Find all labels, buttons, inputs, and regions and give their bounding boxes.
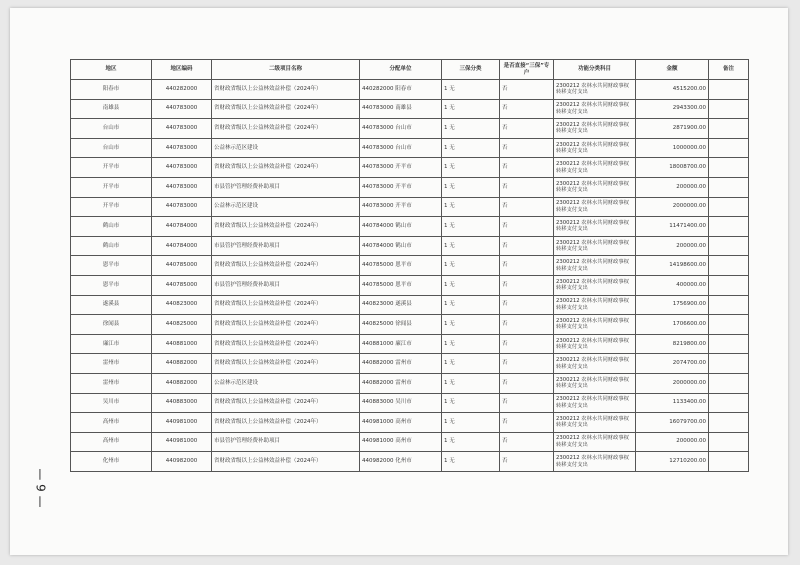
cell-amount: 200000.00 bbox=[636, 432, 709, 452]
cell-unit: 440823000 遂溪县 bbox=[360, 295, 442, 315]
table-row bbox=[71, 432, 749, 452]
cell-project: 市县管护管理经费补助项目 bbox=[212, 275, 360, 295]
cell-region: 雷州市 bbox=[71, 373, 152, 393]
cell-region: 鹤山市 bbox=[71, 217, 152, 237]
cell-category: 1 无 bbox=[442, 393, 500, 413]
cell-project: 省财政省级以上公益林效益补偿（2024年） bbox=[212, 393, 360, 413]
cell-category: 1 无 bbox=[442, 119, 500, 139]
cell-unit: 440825000 徐闻县 bbox=[360, 315, 442, 335]
cell-unit: 440783000 南雄县 bbox=[360, 99, 442, 119]
table-row bbox=[71, 354, 749, 374]
cell-unit: 440282000 阳春市 bbox=[360, 80, 442, 100]
cell-note bbox=[709, 197, 749, 217]
cell-region: 开平市 bbox=[71, 158, 152, 178]
cell-direct: 否 bbox=[500, 158, 554, 178]
cell-function: 2300212 农林水共同财政事权转移支付支出 bbox=[554, 354, 636, 374]
table-row bbox=[71, 197, 749, 217]
cell-category: 1 无 bbox=[442, 354, 500, 374]
cell-region: 高州市 bbox=[71, 413, 152, 433]
table-row bbox=[71, 452, 749, 472]
cell-category: 1 无 bbox=[442, 452, 500, 472]
cell-note bbox=[709, 80, 749, 100]
cell-region: 鹤山市 bbox=[71, 236, 152, 256]
cell-direct: 否 bbox=[500, 80, 554, 100]
cell-project: 省财政省级以上公益林效益补偿（2024年） bbox=[212, 354, 360, 374]
header-unit: 分配单位 bbox=[360, 60, 442, 80]
cell-unit: 440783000 台山市 bbox=[360, 138, 442, 158]
cell-note bbox=[709, 158, 749, 178]
cell-amount: 4515200.00 bbox=[636, 80, 709, 100]
cell-code: 440981000 bbox=[152, 413, 212, 433]
cell-note bbox=[709, 393, 749, 413]
cell-project: 省财政省级以上公益林效益补偿（2024年） bbox=[212, 217, 360, 237]
table-row bbox=[71, 138, 749, 158]
cell-amount: 400000.00 bbox=[636, 275, 709, 295]
cell-unit: 440981000 高州市 bbox=[360, 413, 442, 433]
cell-function: 2300212 农林水共同财政事权转移支付支出 bbox=[554, 373, 636, 393]
cell-category: 1 无 bbox=[442, 315, 500, 335]
cell-function: 2300212 农林水共同财政事权转移支付支出 bbox=[554, 334, 636, 354]
cell-project: 省财政省级以上公益林效益补偿（2024年） bbox=[212, 334, 360, 354]
cell-direct: 否 bbox=[500, 177, 554, 197]
cell-code: 440784000 bbox=[152, 217, 212, 237]
cell-project: 省财政省级以上公益林效益补偿（2024年） bbox=[212, 119, 360, 139]
cell-unit: 440783000 开平市 bbox=[360, 177, 442, 197]
cell-direct: 否 bbox=[500, 119, 554, 139]
cell-function: 2300212 农林水共同财政事权转移支付支出 bbox=[554, 177, 636, 197]
cell-amount: 2000000.00 bbox=[636, 373, 709, 393]
cell-amount: 12710200.00 bbox=[636, 452, 709, 472]
table-row bbox=[71, 99, 749, 119]
header-category: 三保分类 bbox=[442, 60, 500, 80]
cell-code: 440783000 bbox=[152, 158, 212, 178]
cell-code: 440785000 bbox=[152, 275, 212, 295]
cell-direct: 否 bbox=[500, 413, 554, 433]
cell-function: 2300212 农林水共同财政事权转移支付支出 bbox=[554, 197, 636, 217]
table-row bbox=[71, 315, 749, 335]
cell-project: 省财政省级以上公益林效益补偿（2024年） bbox=[212, 80, 360, 100]
cell-region: 开平市 bbox=[71, 177, 152, 197]
header-note: 备注 bbox=[709, 60, 749, 80]
cell-project: 省财政省级以上公益林效益补偿（2024年） bbox=[212, 256, 360, 276]
cell-direct: 否 bbox=[500, 295, 554, 315]
cell-amount: 8219800.00 bbox=[636, 334, 709, 354]
table-row bbox=[71, 256, 749, 276]
cell-function: 2300212 农林水共同财政事权转移支付支出 bbox=[554, 432, 636, 452]
cell-amount: 1000000.00 bbox=[636, 138, 709, 158]
cell-note bbox=[709, 452, 749, 472]
cell-project: 市县管护管理经费补助项目 bbox=[212, 236, 360, 256]
cell-direct: 否 bbox=[500, 373, 554, 393]
cell-function: 2300212 农林水共同财政事权转移支付支出 bbox=[554, 138, 636, 158]
cell-direct: 否 bbox=[500, 452, 554, 472]
cell-code: 440783000 bbox=[152, 138, 212, 158]
cell-function: 2300212 农林水共同财政事权转移支付支出 bbox=[554, 295, 636, 315]
cell-function: 2300212 农林水共同财政事权转移支付支出 bbox=[554, 452, 636, 472]
cell-project: 市县管护管理经费补助项目 bbox=[212, 432, 360, 452]
cell-category: 1 无 bbox=[442, 236, 500, 256]
table-header-row bbox=[71, 60, 749, 80]
cell-direct: 否 bbox=[500, 275, 554, 295]
cell-amount: 200000.00 bbox=[636, 236, 709, 256]
table-row bbox=[71, 217, 749, 237]
cell-category: 1 无 bbox=[442, 275, 500, 295]
cell-region: 徐闻县 bbox=[71, 315, 152, 335]
cell-code: 440783000 bbox=[152, 177, 212, 197]
cell-note bbox=[709, 295, 749, 315]
cell-code: 440825000 bbox=[152, 315, 212, 335]
cell-category: 1 无 bbox=[442, 138, 500, 158]
cell-note bbox=[709, 99, 749, 119]
header-direct: 是否直接“三保”专户 bbox=[500, 60, 554, 80]
cell-region: 台山市 bbox=[71, 138, 152, 158]
allocation-table bbox=[70, 59, 749, 472]
cell-amount: 2871900.00 bbox=[636, 119, 709, 139]
cell-unit: 440882000 雷州市 bbox=[360, 354, 442, 374]
table-row bbox=[71, 80, 749, 100]
cell-amount: 1706600.00 bbox=[636, 315, 709, 335]
cell-function: 2300212 农林水共同财政事权转移支付支出 bbox=[554, 217, 636, 237]
cell-code: 440982000 bbox=[152, 452, 212, 472]
cell-amount: 2943300.00 bbox=[636, 99, 709, 119]
cell-function: 2300212 农林水共同财政事权转移支付支出 bbox=[554, 80, 636, 100]
cell-direct: 否 bbox=[500, 393, 554, 413]
cell-amount: 16079700.00 bbox=[636, 413, 709, 433]
cell-region: 台山市 bbox=[71, 119, 152, 139]
cell-unit: 440783000 台山市 bbox=[360, 119, 442, 139]
header-code: 地区编码 bbox=[152, 60, 212, 80]
cell-category: 1 无 bbox=[442, 432, 500, 452]
cell-project: 省财政省级以上公益林效益补偿（2024年） bbox=[212, 452, 360, 472]
cell-category: 1 无 bbox=[442, 197, 500, 217]
cell-region: 高州市 bbox=[71, 432, 152, 452]
cell-unit: 440785000 恩平市 bbox=[360, 275, 442, 295]
cell-function: 2300212 农林水共同财政事权转移支付支出 bbox=[554, 236, 636, 256]
cell-region: 遂溪县 bbox=[71, 295, 152, 315]
cell-note bbox=[709, 354, 749, 374]
cell-project: 省财政省级以上公益林效益补偿（2024年） bbox=[212, 315, 360, 335]
cell-note bbox=[709, 275, 749, 295]
cell-unit: 440785000 恩平市 bbox=[360, 256, 442, 276]
cell-function: 2300212 农林水共同财政事权转移支付支出 bbox=[554, 158, 636, 178]
cell-region: 化州市 bbox=[71, 452, 152, 472]
table-row bbox=[71, 119, 749, 139]
cell-unit: 440882000 雷州市 bbox=[360, 373, 442, 393]
cell-note bbox=[709, 119, 749, 139]
cell-amount: 18008700.00 bbox=[636, 158, 709, 178]
cell-amount: 1756900.00 bbox=[636, 295, 709, 315]
cell-region: 阳春市 bbox=[71, 80, 152, 100]
cell-function: 2300212 农林水共同财政事权转移支付支出 bbox=[554, 393, 636, 413]
cell-category: 1 无 bbox=[442, 413, 500, 433]
cell-direct: 否 bbox=[500, 197, 554, 217]
cell-note bbox=[709, 236, 749, 256]
cell-note bbox=[709, 413, 749, 433]
cell-category: 1 无 bbox=[442, 295, 500, 315]
cell-project: 省财政省级以上公益林效益补偿（2024年） bbox=[212, 158, 360, 178]
cell-region: 恩平市 bbox=[71, 256, 152, 276]
cell-note bbox=[709, 138, 749, 158]
cell-note bbox=[709, 334, 749, 354]
table-body bbox=[71, 80, 749, 472]
cell-project: 公益林示范区建设 bbox=[212, 197, 360, 217]
table-row bbox=[71, 413, 749, 433]
cell-region: 雷州市 bbox=[71, 354, 152, 374]
cell-code: 440981000 bbox=[152, 432, 212, 452]
cell-region: 吴川市 bbox=[71, 393, 152, 413]
cell-unit: 440981000 高州市 bbox=[360, 432, 442, 452]
cell-project: 省财政省级以上公益林效益补偿（2024年） bbox=[212, 295, 360, 315]
header-region: 地区 bbox=[71, 60, 152, 80]
cell-note bbox=[709, 256, 749, 276]
cell-code: 440783000 bbox=[152, 197, 212, 217]
cell-unit: 440883000 吴川市 bbox=[360, 393, 442, 413]
table-row bbox=[71, 295, 749, 315]
cell-function: 2300212 农林水共同财政事权转移支付支出 bbox=[554, 256, 636, 276]
cell-amount: 1133400.00 bbox=[636, 393, 709, 413]
cell-category: 1 无 bbox=[442, 158, 500, 178]
cell-project: 公益林示范区建设 bbox=[212, 138, 360, 158]
cell-code: 440881000 bbox=[152, 334, 212, 354]
cell-category: 1 无 bbox=[442, 256, 500, 276]
cell-amount: 200000.00 bbox=[636, 177, 709, 197]
table-row bbox=[71, 373, 749, 393]
cell-note bbox=[709, 217, 749, 237]
cell-region: 开平市 bbox=[71, 197, 152, 217]
table-row bbox=[71, 275, 749, 295]
cell-direct: 否 bbox=[500, 138, 554, 158]
cell-function: 2300212 农林水共同财政事权转移支付支出 bbox=[554, 315, 636, 335]
table-row bbox=[71, 177, 749, 197]
cell-region: 南雄县 bbox=[71, 99, 152, 119]
cell-project: 省财政省级以上公益林效益补偿（2024年） bbox=[212, 413, 360, 433]
cell-note bbox=[709, 432, 749, 452]
cell-code: 440282000 bbox=[152, 80, 212, 100]
cell-unit: 440783000 开平市 bbox=[360, 197, 442, 217]
cell-unit: 440881000 廉江市 bbox=[360, 334, 442, 354]
header-project: 二级项目名称 bbox=[212, 60, 360, 80]
cell-category: 1 无 bbox=[442, 177, 500, 197]
cell-unit: 440783000 开平市 bbox=[360, 158, 442, 178]
cell-amount: 2000000.00 bbox=[636, 197, 709, 217]
table-row bbox=[71, 158, 749, 178]
cell-function: 2300212 农林水共同财政事权转移支付支出 bbox=[554, 413, 636, 433]
cell-region: 恩平市 bbox=[71, 275, 152, 295]
cell-direct: 否 bbox=[500, 334, 554, 354]
cell-direct: 否 bbox=[500, 315, 554, 335]
cell-code: 440882000 bbox=[152, 354, 212, 374]
cell-project: 市县管护管理经费补助项目 bbox=[212, 177, 360, 197]
cell-amount: 11471400.00 bbox=[636, 217, 709, 237]
cell-amount: 14198600.00 bbox=[636, 256, 709, 276]
cell-unit: 440784000 鹤山市 bbox=[360, 217, 442, 237]
cell-category: 1 无 bbox=[442, 80, 500, 100]
cell-code: 440783000 bbox=[152, 99, 212, 119]
cell-direct: 否 bbox=[500, 99, 554, 119]
cell-region: 廉江市 bbox=[71, 334, 152, 354]
cell-project: 公益林示范区建设 bbox=[212, 373, 360, 393]
cell-category: 1 无 bbox=[442, 217, 500, 237]
page-number: — 9 — bbox=[34, 468, 49, 508]
table-row bbox=[71, 334, 749, 354]
cell-function: 2300212 农林水共同财政事权转移支付支出 bbox=[554, 275, 636, 295]
cell-category: 1 无 bbox=[442, 373, 500, 393]
table-row bbox=[71, 236, 749, 256]
cell-function: 2300212 农林水共同财政事权转移支付支出 bbox=[554, 99, 636, 119]
cell-direct: 否 bbox=[500, 432, 554, 452]
cell-direct: 否 bbox=[500, 256, 554, 276]
cell-function: 2300212 农林水共同财政事权转移支付支出 bbox=[554, 119, 636, 139]
table-row bbox=[71, 393, 749, 413]
cell-project: 省财政省级以上公益林效益补偿（2024年） bbox=[212, 99, 360, 119]
cell-direct: 否 bbox=[500, 217, 554, 237]
cell-code: 440783000 bbox=[152, 119, 212, 139]
cell-note bbox=[709, 373, 749, 393]
cell-direct: 否 bbox=[500, 354, 554, 374]
cell-amount: 2074700.00 bbox=[636, 354, 709, 374]
cell-code: 440823000 bbox=[152, 295, 212, 315]
cell-category: 1 无 bbox=[442, 334, 500, 354]
cell-unit: 440982000 化州市 bbox=[360, 452, 442, 472]
cell-code: 440785000 bbox=[152, 256, 212, 276]
cell-note bbox=[709, 177, 749, 197]
cell-code: 440883000 bbox=[152, 393, 212, 413]
cell-code: 440882000 bbox=[152, 373, 212, 393]
header-function: 功能分类科目 bbox=[554, 60, 636, 80]
cell-note bbox=[709, 315, 749, 335]
cell-direct: 否 bbox=[500, 236, 554, 256]
cell-category: 1 无 bbox=[442, 99, 500, 119]
cell-unit: 440784000 鹤山市 bbox=[360, 236, 442, 256]
header-amount: 金额 bbox=[636, 60, 709, 80]
cell-code: 440784000 bbox=[152, 236, 212, 256]
document-page bbox=[10, 8, 788, 555]
